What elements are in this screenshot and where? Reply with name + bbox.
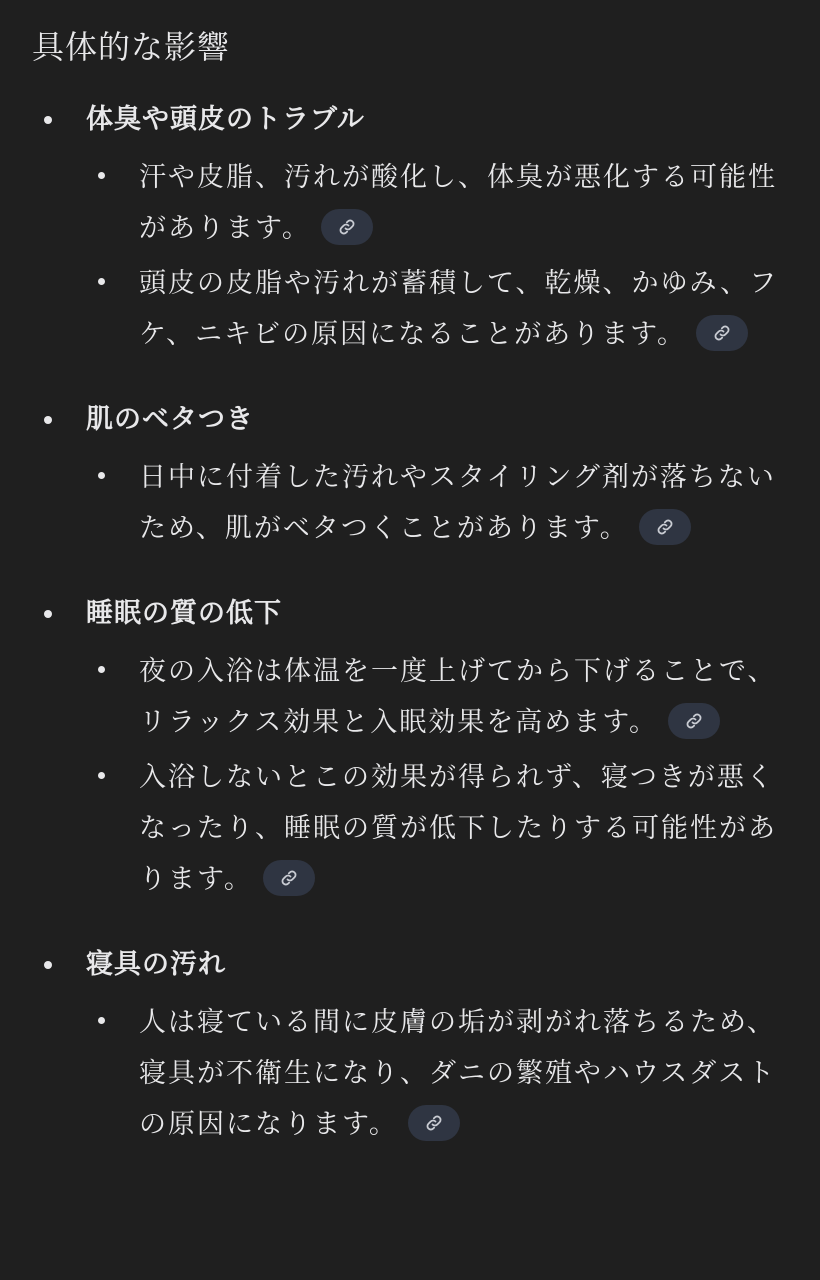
list-item-text: 頭皮の皮脂や汚れが蓄積して、乾燥、かゆみ、フケ、ニキビの原因になることがあります。 bbox=[139, 268, 779, 350]
effect-heading bbox=[32, 943, 820, 987]
list-item-text: 日中に付着した汚れやスタイリング剤が落ちないため、肌がベタつくことがあります。 bbox=[139, 462, 776, 544]
list-item-text: 汗や皮脂、汚れが酸化し、体臭が悪化する可能性があります。 bbox=[139, 162, 777, 244]
effect-heading-text: 体臭や頭皮のトラブル bbox=[86, 104, 365, 135]
link-icon bbox=[656, 518, 674, 536]
section-title: 具体的な影響 bbox=[32, 28, 231, 66]
bullet-icon bbox=[98, 772, 105, 779]
source-link-button[interactable] bbox=[408, 1105, 460, 1141]
link-icon bbox=[685, 712, 703, 730]
bullet-icon bbox=[44, 116, 52, 124]
list-item-text: 夜の入浴は体温を一度上げてから下げることで、リラックス効果と入眠効果を高めます。 bbox=[139, 656, 777, 738]
link-icon bbox=[280, 869, 298, 887]
source-link-button[interactable] bbox=[263, 860, 315, 896]
effect-section bbox=[32, 943, 820, 1150]
effect-heading-text: 肌のベタつき bbox=[86, 404, 254, 435]
list-item bbox=[32, 152, 820, 254]
link-icon bbox=[338, 218, 356, 236]
effect-heading bbox=[32, 398, 820, 442]
effect-section bbox=[32, 98, 820, 360]
list-item-text: 入浴しないとこの効果が得られず、寝つきが悪くなったり、睡眠の質が低下したりする可能性があります。 bbox=[139, 762, 777, 895]
effect-heading-text: 睡眠の質の低下 bbox=[86, 598, 282, 629]
source-link-button[interactable] bbox=[321, 209, 373, 245]
source-link-button[interactable] bbox=[639, 509, 691, 545]
list-item bbox=[32, 646, 820, 748]
link-icon bbox=[713, 324, 731, 342]
effect-heading-text: 寝具の汚れ bbox=[86, 949, 226, 980]
bullet-icon bbox=[44, 610, 52, 618]
source-link-button[interactable] bbox=[668, 703, 720, 739]
bullet-icon bbox=[98, 472, 105, 479]
bullet-icon bbox=[98, 666, 105, 673]
list-item bbox=[32, 997, 820, 1150]
bullet-icon bbox=[98, 172, 105, 179]
list-item-text: 人は寝ている間に皮膚の垢が剥がれ落ちるため、寝具が不衛生になり、ダニの繁殖やハウスダストの原因になります。 bbox=[139, 1007, 777, 1140]
list-item bbox=[32, 752, 820, 905]
list-item bbox=[32, 258, 820, 360]
effect-heading bbox=[32, 98, 820, 142]
effect-section bbox=[32, 592, 820, 905]
effect-heading bbox=[32, 592, 820, 636]
effect-section bbox=[32, 398, 820, 554]
bullet-icon bbox=[44, 416, 52, 424]
link-icon bbox=[425, 1114, 443, 1132]
bullet-icon bbox=[98, 1017, 105, 1024]
bullet-icon bbox=[98, 278, 105, 285]
bullet-icon bbox=[44, 961, 52, 969]
source-link-button[interactable] bbox=[696, 315, 748, 351]
list-item bbox=[32, 452, 820, 554]
